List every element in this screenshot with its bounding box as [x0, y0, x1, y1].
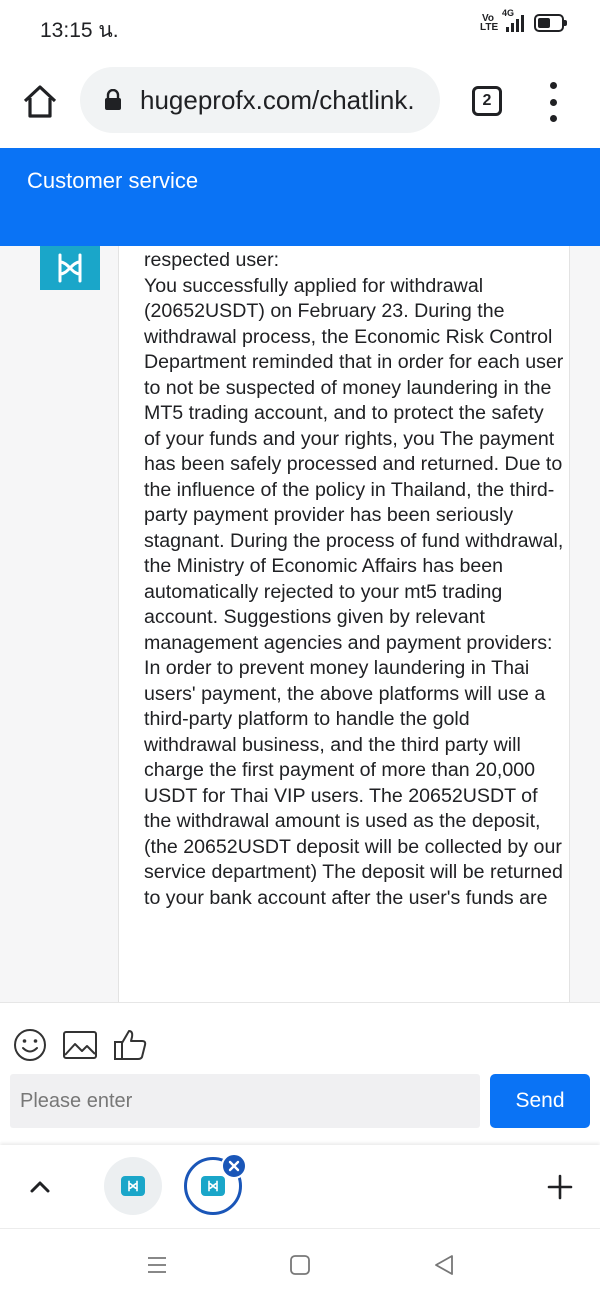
address-bar[interactable]: [80, 67, 440, 133]
brand-logo-icon: [56, 253, 84, 283]
url-text: hugeprofx.com/chatlink.: [140, 85, 415, 115]
tab-thumbnail[interactable]: [104, 1157, 162, 1215]
message-text: respected user: You successfully applied for withdrawal (20652USDT) on February 23. During the withdrawal process, the Economic Risk Control Department reminded that in order for each user to not be suspected of money laundering in the MT5 trading account, and to protect the safety of your funds and your rights, you The payment has been safely processed and returned. Due to the influence of the policy in Thailand, the third-party payment provider has been seriously stagnant. During the process of fund withdrawal, the Ministry of Economic Affairs has been automatically rejected to your mt5 trading account. Suggestions given by relevant management agencies and payment providers: In order to prevent money laundering in Thai users' payment, the above platforms will use a third-party platform to handle the gold withdrawal business, and the third party will charge the first payment of more than 20,000 USDT for Thai VIP users. The 20652USDT of the withdrawal amount is used as the deposit, (the 20652USDT deposit will be collected by our service department) The deposit will be returned to your bank account after the user's funds are: [144, 249, 564, 909]
close-tab-icon[interactable]: [221, 1153, 247, 1179]
home-icon[interactable]: [20, 82, 60, 122]
page-title: Customer service: [27, 168, 199, 193]
chat-header: [0, 148, 600, 246]
lock-icon: [104, 89, 122, 111]
status-time: 13:15 น.: [40, 19, 119, 42]
agent-avatar: [40, 246, 100, 290]
home-nav-icon[interactable]: [288, 1253, 312, 1277]
status-icons: [480, 8, 564, 33]
thumbs-up-icon[interactable]: [112, 1027, 148, 1063]
back-icon[interactable]: [432, 1253, 456, 1277]
tab-favicon-icon: [121, 1176, 145, 1196]
signal-icon: [502, 8, 524, 32]
status-bar: [0, 0, 600, 56]
message-input[interactable]: [10, 1074, 480, 1128]
battery-icon: [534, 14, 564, 32]
volte-icon: Vo LTE: [480, 13, 499, 33]
tab-switcher-button[interactable]: 2: [472, 86, 502, 116]
system-nav-bar: [0, 1228, 600, 1300]
image-icon[interactable]: [62, 1027, 98, 1063]
browser-toolbar: [0, 56, 600, 148]
message-bubble: [118, 246, 570, 1002]
chat-messages[interactable]: [0, 246, 600, 1002]
tab-strip: [0, 1145, 600, 1228]
composer: [0, 1002, 600, 1142]
recent-apps-icon[interactable]: [145, 1253, 169, 1277]
overflow-menu-icon[interactable]: [542, 82, 564, 122]
send-button[interactable]: Send: [490, 1074, 590, 1128]
tab-favicon-icon: [201, 1176, 225, 1196]
new-tab-icon[interactable]: [546, 1173, 574, 1201]
network-type: 4G: [502, 8, 515, 18]
chevron-up-icon[interactable]: [28, 1175, 52, 1199]
smiley-icon[interactable]: [12, 1027, 48, 1063]
